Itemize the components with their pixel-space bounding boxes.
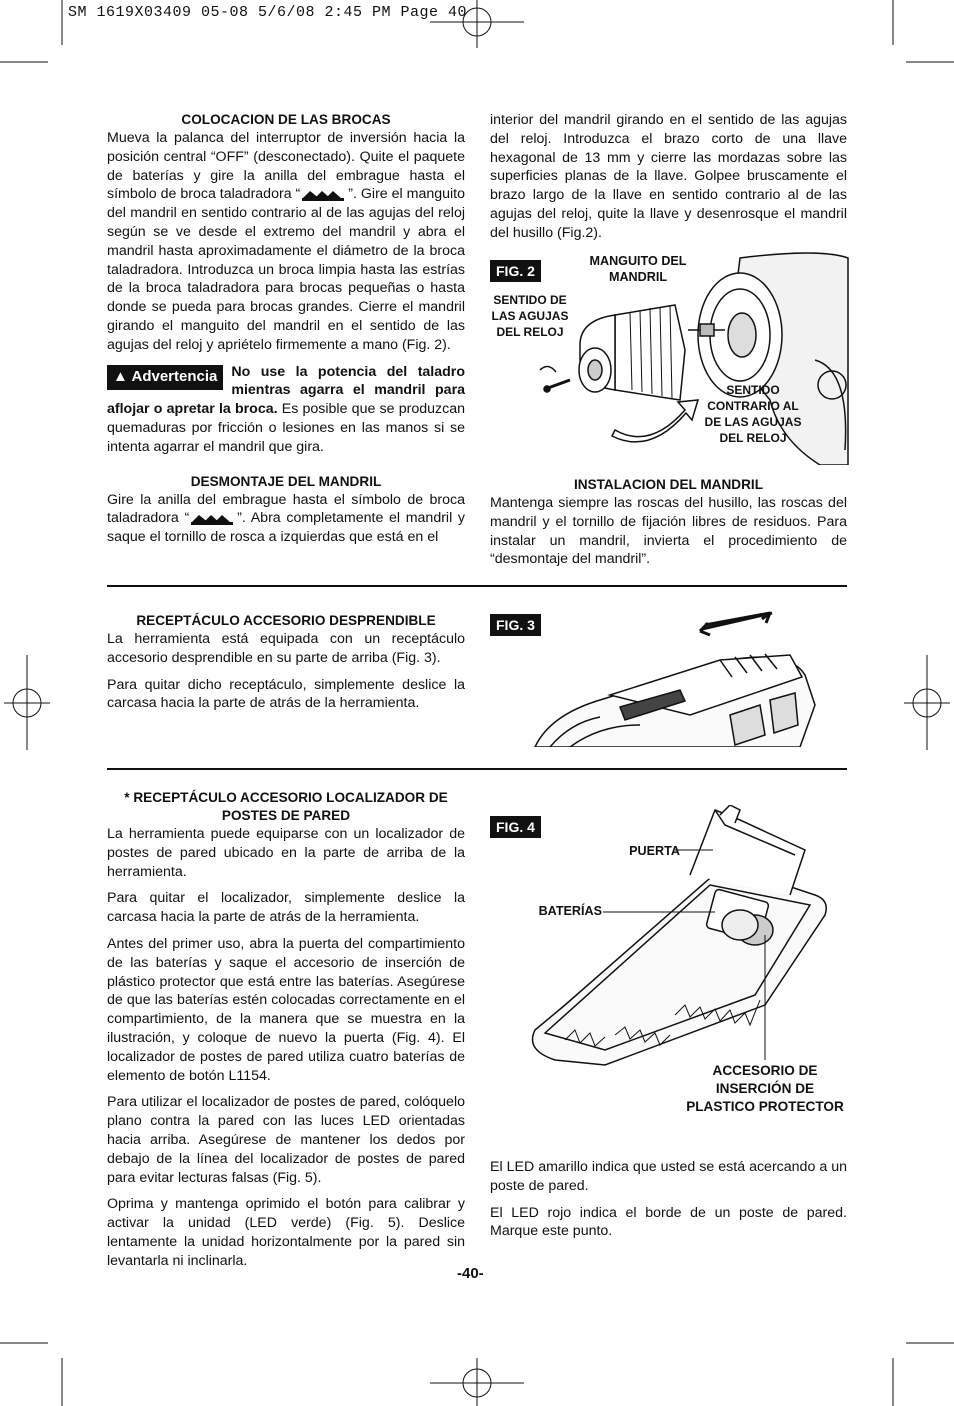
callout-counterclockwise: SENTIDO CONTRARIO AL DE LAS AGUJAS DEL RELOJ — [704, 383, 802, 445]
drill-bit-symbol-icon — [189, 512, 237, 526]
right-column-top — [490, 111, 847, 243]
section-divider — [107, 585, 847, 587]
callout-chuck-sleeve: MANGUITO DEL MANDRIL — [589, 254, 687, 284]
stud-finder-p5: Oprima y mantenga oprimido el botón para calibrar y activar la unidad (LED verde) (Fig. 5). Deslice lentamente la unidad horizontalmente por la pared sin levantarla ni inclinarla. — [107, 1196, 465, 1269]
callout-door: PUERTA — [629, 844, 680, 858]
drill-bit-symbol-icon — [300, 188, 348, 202]
bits-paragraph: Mueva la palanca del interruptor de inversión hacia la posición central “OFF” (desconectado). Quite el paquete de baterías y gire la anilla del embrague hasta el símbolo de broca taladradora “ ”. Gire el manguito del mandril en sentido contrario al de las agujas del reloj según se ve desde el extremo del mandril y abra el mandril hasta aproximadamente el diámetro de la broca taladradora. Introduzca un broca limpia hasta las estrías de la broca taladradora para brocas pequeñas o hasta donde se pueda para brocas grandes. Cierre el mandril girando el manguito del mandril en el sentido de las agujas del reloj y apriételo firmemente a mano (Fig. 2). — [107, 130, 465, 353]
stud-finder-p1: La herramienta puede equiparse con un localizador de postes de pared ubicado en la parte de arriba de la herramienta. — [107, 826, 465, 880]
accessory-holder-p2: Para quitar dicho receptáculo, simplemente deslice la carcasa hacia la parte de atrás de la herramienta. — [107, 676, 465, 712]
warning-triangle-icon: ▲ — [113, 367, 128, 385]
accessory-holder-p1: La herramienta está equipada con un receptáculo accesorio desprendible en su parte de arriba (Fig. 3). — [107, 631, 465, 666]
callout-clockwise: SENTIDO DE LAS AGUJAS DEL RELOJ — [491, 293, 569, 339]
section-accessory-holder — [107, 612, 465, 713]
section-title-stud-finder: * RECEPTÁCULO ACCESORIO LOCALIZADOR DE POSTES DE PARED — [124, 790, 448, 823]
print-slug: SM 1619X03409 05-08 5/6/08 2:45 PM Page 40 — [68, 4, 468, 21]
callout-batteries: BATERÍAS — [538, 904, 602, 918]
warning-paragraph: ▲ Advertencia No use la potencia del taladro mientras agarra el mandril para aflojar o apretar la broca. Es posible que se produzcan quemaduras por fricción o lesiones en las manos si se intenta agarrar el mandril que gira. — [107, 363, 465, 455]
callout-protective-insert: ACCESORIO DE INSERCIÓN DE PLASTICO PROTECTOR — [686, 1063, 844, 1114]
fig-3-label: FIG. 3 — [490, 614, 541, 636]
right-column-install — [490, 476, 847, 569]
stud-finder-p3: Antes del primer uso, abra la puerta del compartimiento de las baterías y saque el accesorio de inserción de plástico protector que está entre las baterías. Asegúrese de que las baterías estén colocadas correctamente en el compartimiento, de la manera que se muestra en la ilustración, y coloque de nuevo la puerta (Fig. 4). El localizador de postes de pared utiliza cuatro baterías de elemento de botón L1154. — [107, 935, 465, 1084]
left-column-top — [107, 111, 465, 547]
chuck-removal-paragraph: Gire la anilla del embrague hasta el símbolo de broca taladradora “ ”. Abra completamente el mandril y saque el tornillo de rosca a izquierdas que está en el — [107, 491, 465, 546]
section-title-chuck-removal: DESMONTAJE DEL MANDRIL — [190, 473, 382, 489]
fig-2-label: FIG. 2 — [490, 260, 541, 282]
stud-finder-led-notes — [490, 1158, 847, 1241]
section-title-accessory-holder: RECEPTÁCULO ACCESORIO DESPRENDIBLE — [136, 613, 436, 628]
led-yellow-note: El LED amarillo indica que usted se está acercando a un poste de pared. — [490, 1159, 847, 1194]
chuck-install-paragraph: Mantenga siempre las roscas del husillo, las roscas del mandril y el tornillo de fijación libres de residuos. Para instalar un mandril, invierta el procedimiento de “desmontaje del mandril”. — [490, 495, 847, 568]
section-title-chuck-install: INSTALACION DEL MANDRIL — [573, 477, 764, 492]
section-title-bits: COLOCACION DE LAS BROCAS — [181, 112, 391, 127]
led-red-note: El LED rojo indica el borde de un poste de pared. Marque este punto. — [490, 1204, 847, 1240]
section-stud-finder — [107, 789, 465, 1271]
stud-finder-p2: Para quitar el localizador, simplemente deslice la carcasa hacia la parte de atrás de la herramienta. — [107, 890, 465, 926]
fig-4-label: FIG. 4 — [490, 816, 541, 838]
chuck-removal-continued: interior del mandril girando en el sentido de las agujas del reloj. Introduzca el brazo corto de una llave hexagonal de 13 mm y cierre las mordazas sobre las superficies planas de la llave. Golpee bruscamente el brazo largo de la llave en sentido contrario al de las agujas del reloj, quite la llave y desenrosque el mandril del husillo (Fig.2). — [490, 112, 847, 241]
stud-finder-p4: Para utilizar el localizador de postes de pared, colóquelo plano contra la pared con las luces LED orientadas hacia arriba. Asegúrese de mantener los dedos por debajo de la línea del localizador de postes de pared para evitar lecturas falsas (Fig. 5). — [107, 1094, 465, 1186]
section-divider — [107, 768, 847, 770]
fig-3-holder-illustration — [530, 605, 850, 747]
warning-badge: ▲ Advertencia — [107, 365, 223, 390]
page-number: -40- — [457, 1265, 484, 1282]
